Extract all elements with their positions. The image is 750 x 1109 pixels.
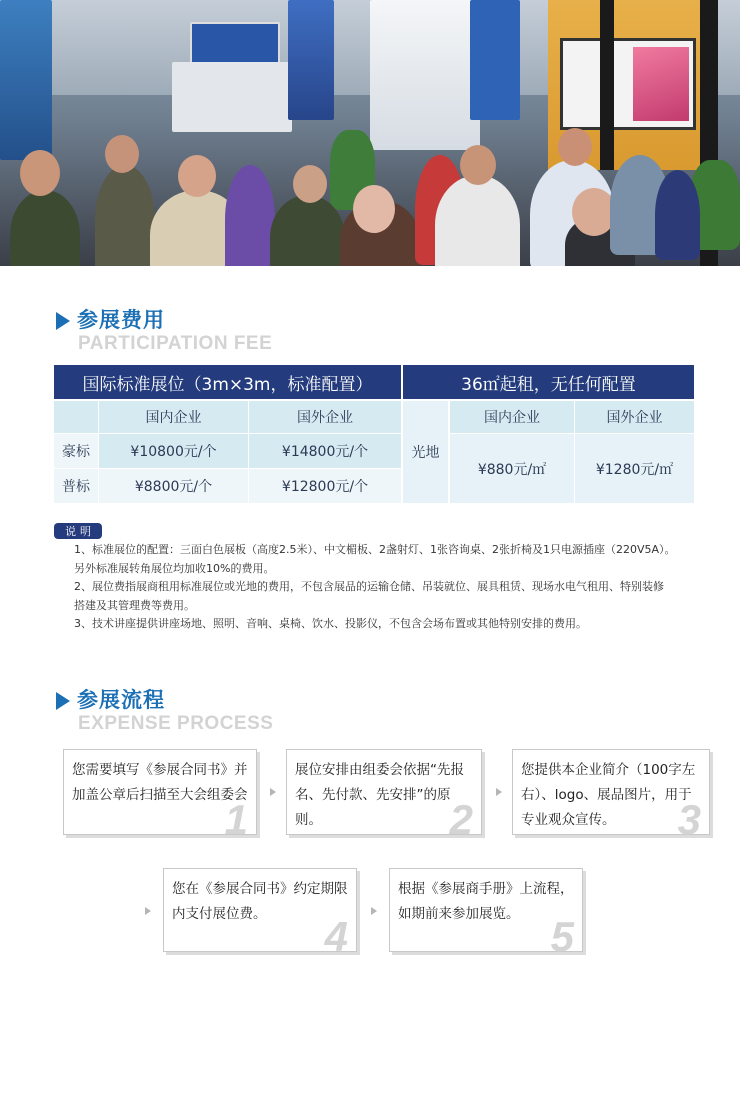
col-foreign-left: 国外企业	[249, 401, 401, 433]
process-step-3	[512, 749, 710, 843]
booth-frame-center	[172, 62, 292, 132]
fee-corner-cell	[54, 401, 98, 433]
visitor-head	[178, 155, 216, 197]
arrow-right-icon	[270, 788, 276, 796]
deluxe-domestic-price: ¥10800元/个	[99, 434, 248, 468]
visitor-head	[20, 150, 60, 196]
play-triangle-icon	[56, 692, 70, 710]
col-foreign-right: 国外企业	[575, 401, 694, 433]
step-text: 您提供本企业简介（100字左右）、logo、展品图片，用于专业观众宣传。	[521, 762, 696, 828]
row-standard-label: 普标	[54, 469, 98, 503]
booth-sign-center	[190, 22, 280, 64]
fee-title-en: PARTICIPATION FEE	[78, 333, 273, 354]
step-number: 1	[224, 796, 248, 843]
process-title-cn: 参展流程	[77, 688, 165, 712]
visitor	[435, 175, 520, 266]
raw-label-cell: 光地	[403, 401, 448, 503]
note-line: 另外标准展转角展位均加收10%的费用。	[74, 561, 275, 575]
hall-pillar	[600, 0, 614, 170]
visitor	[10, 190, 80, 266]
step-number: 3	[677, 796, 701, 843]
note-line: 3、技术讲座提供讲座场地、照明、音响、桌椅、饮水、投影仪，不包含会场布置或其他特别安排的费用。	[74, 617, 587, 630]
visitor	[655, 170, 700, 260]
fee-table	[54, 365, 694, 503]
fee-title-cn: 参展费用	[77, 308, 165, 332]
exhibition-hall-photo	[0, 0, 740, 266]
booth-blue-banner	[470, 0, 520, 120]
standard-foreign-price: ¥12800元/个	[249, 469, 401, 503]
booth-blue-tower	[288, 0, 334, 120]
col-domestic-right: 国内企业	[450, 401, 574, 433]
arrow-right-icon	[371, 907, 377, 915]
process-title-en: EXPENSE PROCESS	[78, 713, 274, 734]
process-step-1	[63, 749, 257, 843]
note-line: 2、展位费指展商租用标准展位或光地的费用，不包含展品的运输仓储、吊装就位、展具租赁、现场水电气租用、特别装修	[74, 580, 664, 593]
row-deluxe-label: 豪标	[54, 434, 98, 468]
notes-list	[74, 541, 714, 634]
visitor-head	[353, 185, 395, 233]
visitor	[225, 165, 275, 266]
col-domestic-left: 国内企业	[99, 401, 248, 433]
note-line: 1、标准展位的配置：三面白色展板（高度2.5米）、中文楣板、2盏射灯、1张咨询桌、2张折椅及1只电源插座（220V5A）。	[74, 543, 676, 556]
visitor-head	[293, 165, 327, 203]
notes-tag: 说明	[54, 523, 102, 539]
step-number: 5	[550, 913, 574, 960]
deluxe-foreign-price: ¥14800元/个	[249, 434, 401, 468]
visitor-head	[105, 135, 139, 173]
step-text: 展位安排由组委会依据“先报名、先付款、先安排”的原则。	[295, 762, 464, 828]
arrow-right-icon	[145, 907, 151, 915]
fee-header-raw-space: 36㎡起租，无任何配置	[403, 365, 694, 399]
booth-white-wall	[370, 0, 480, 150]
arrow-right-icon	[496, 788, 502, 796]
step-text: 根据《参展商手册》上流程，如期前来参加展览。	[398, 881, 574, 922]
step-text: 您在《参展合同书》约定期限内支付展位费。	[172, 881, 348, 922]
visitor-head	[460, 145, 496, 185]
step-number: 4	[324, 913, 348, 960]
step-text: 您需要填写《参展合同书》并加盖公章后扫描至大会组委会	[72, 762, 248, 803]
play-triangle-icon	[56, 312, 70, 330]
raw-domestic-price: ¥880元/㎡	[450, 434, 574, 503]
process-step-4	[163, 868, 357, 960]
booth-left	[0, 0, 52, 160]
visitor-head	[558, 128, 592, 166]
note-line: 搭建及其管理费等费用。	[74, 598, 195, 612]
raw-foreign-price: ¥1280元/㎡	[575, 434, 694, 503]
fee-header-standard-booth: 国际标准展位（3m×3m，标准配置）	[54, 365, 401, 399]
standard-domestic-price: ¥8800元/个	[99, 469, 248, 503]
process-step-5	[389, 868, 583, 960]
step-number: 2	[449, 796, 473, 843]
process-step-2	[286, 749, 482, 843]
visitor	[95, 165, 155, 266]
booth-screen	[560, 38, 696, 130]
